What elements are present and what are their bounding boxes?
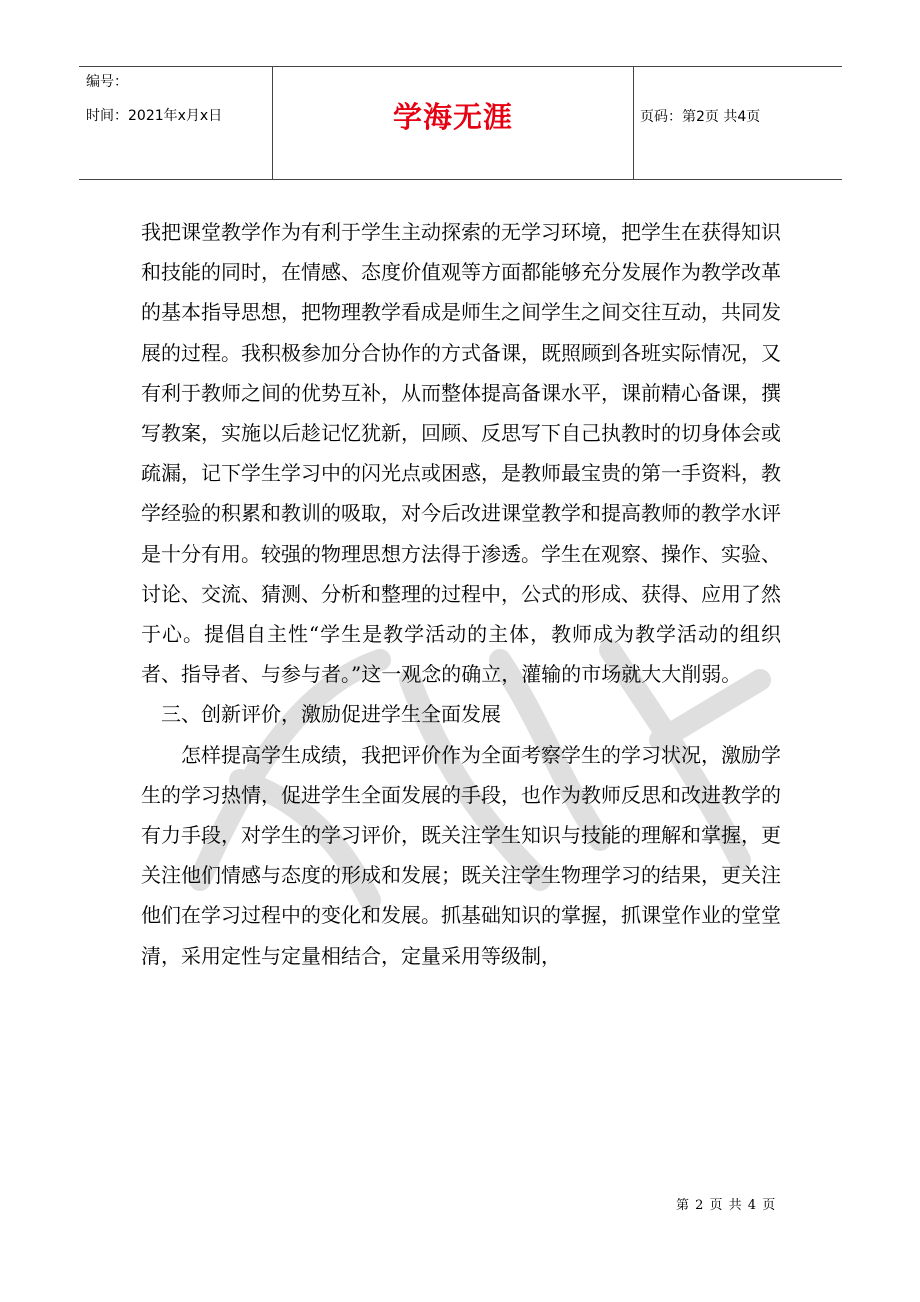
time-label: 时间：2021年x月x日 [86,108,223,124]
header-brand-cell [273,67,634,179]
page-info: 页码：第2页 共4页 [640,109,761,125]
body-paragraph: 我把课堂教学作为有利于学生主动探索的无学习环境，把学生在获得知识和技能的同时，在情感、态度价值观等方面都能够充分发展作为教学改革的基本指导思想，把物理教学看成是师生之间学生之间交往互动，共同发展的过程。我积极参加分合协作的方式备课，既照顾到各班实际情况，又有利于教师之间的优势互补，从而整体提高备课水平，课前精心备课，撰写教案，实施以后趁记忆犹新，回顾、反思写下自己执教时的切身体会或疏漏，记下学生学习中的闪光点或困惑，是教师最宝贵的第一手资料，教学经验的积累和教训的吸取，对今后改进课堂教学和提高教师的教学水评是十分有用。较强的物理思想方法得于渗透。学生在观察、操作、实验、讨论、交流、猜测、分析和整理的过程中，公式的形成、获得、应用了然于心。提倡自主性“学生是教学活动的主体，教师成为教学活动的组织者、指导者、与参与者。”这一观念的确立，灌输的市场就大大削弱。 [141,220,781,687]
page-footer: 第 2 页 共 4 页 [676,1198,777,1213]
document-body [141,212,781,976]
document-header [79,66,842,180]
header-meta-cell [79,67,273,179]
section-heading: 三、创新评价，激励促进学生全面发展 [161,702,501,727]
header-page-cell [634,67,842,179]
body-paragraph: 怎样提高学生成绩，我把评价作为全面考察学生的学习状况，激励学生的学习热情，促进学生全面发展的手段，也作为教师反思和改进教学的有力手段，对学生的学习评价，既关注学生知识与技能的理解和掌握，更关注他们情感与态度的形成和发展；既关注学生物理学习的结果，更关注他们在学习过程中的变化和发展。抓基础知识的掌握，抓课堂作业的堂堂清，采用定性与定量相结合，定量采用等级制， [141,742,781,968]
number-label: 编号： [86,74,128,90]
brand-title: 学海无涯 [392,100,513,134]
